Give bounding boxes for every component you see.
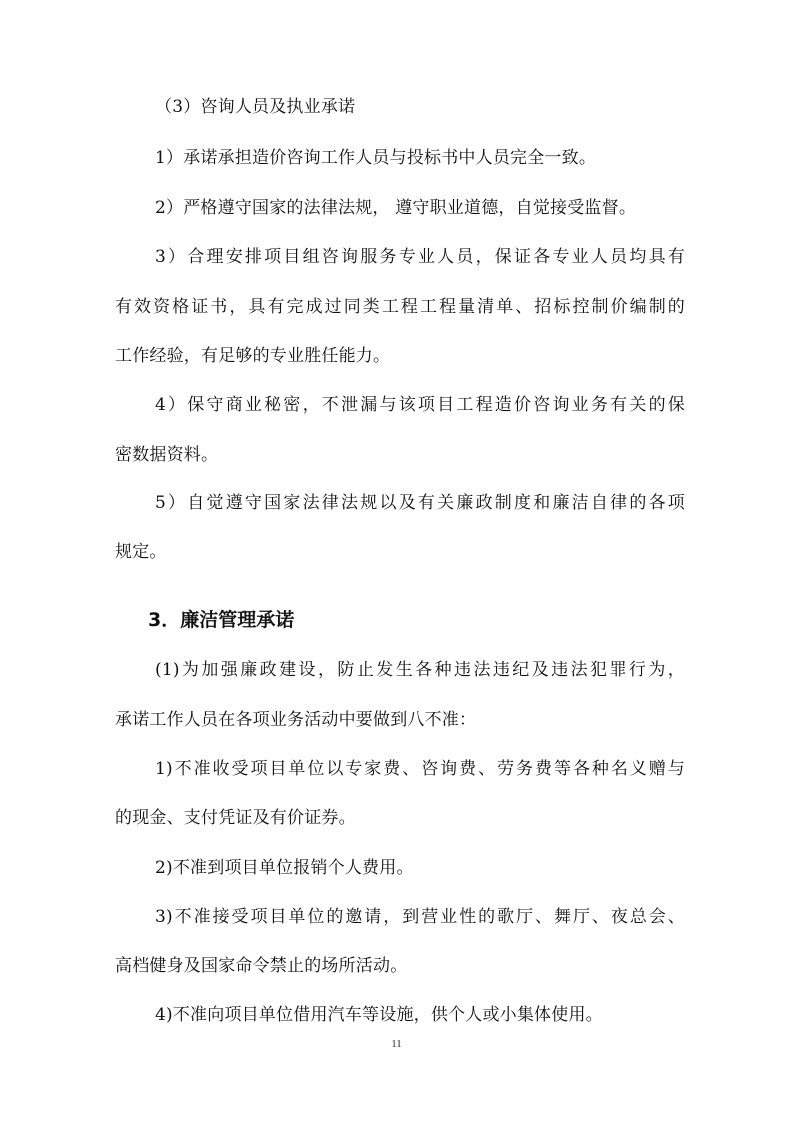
paragraph-line: 承诺工作人员在各项业务活动中要做到八不准： [115,710,477,730]
subsection-title: （3）咨询人员及执业承诺 [155,97,356,117]
paragraph-line: 3）合理安排项目组咨询服务专业人员，保证各专业人员均具有 [155,247,685,267]
paragraph-line: 3)不准接受项目单位的邀请，到营业性的歌厅、舞厅、夜总会、 [155,907,685,927]
paragraph-line: 2)不准到项目单位报销个人费用。 [155,858,414,878]
paragraph-line: 有效资格证书，具有完成过同类工程工程量清单、招标控制价编制的 [115,297,685,317]
paragraph-line: 1)不准收受项目单位以专家费、咨询费、劳务费等各种名义赠与 [155,759,685,779]
paragraph-line: 工作经验，有足够的专业胜任能力。 [115,346,391,366]
paragraph-line: 1）承诺承担造价咨询工作人员与投标书中人员完全一致。 [155,148,597,168]
paragraph-line: 高档健身及国家命令禁止的场所活动。 [115,956,408,976]
paragraph-line: 规定。 [115,542,167,562]
paragraph-line: 5）自觉遵守国家法律法规以及有关廉政制度和廉洁自律的各项 [155,493,685,513]
paragraph-line: 4）保守商业秘密，不泄漏与该项目工程造价咨询业务有关的保 [155,395,685,415]
paragraph-line: 的现金、支付凭证及有价证券。 [115,808,356,828]
paragraph-line: 4)不准向项目单位借用汽车等设施，供个人或小集体使用。 [155,1005,603,1025]
paragraph-line: 密数据资料。 [115,445,219,465]
paragraph-line: (1)为加强廉政建设，防止发生各种违法违纪及违法犯罪行为， [155,660,685,680]
page-number: 11 [391,1038,402,1050]
paragraph-line: 2）严格遵守国家的法律法规， 遵守职业道德，自觉接受监督。 [155,198,637,218]
section-heading: 3．廉洁管理承诺 [148,609,295,631]
